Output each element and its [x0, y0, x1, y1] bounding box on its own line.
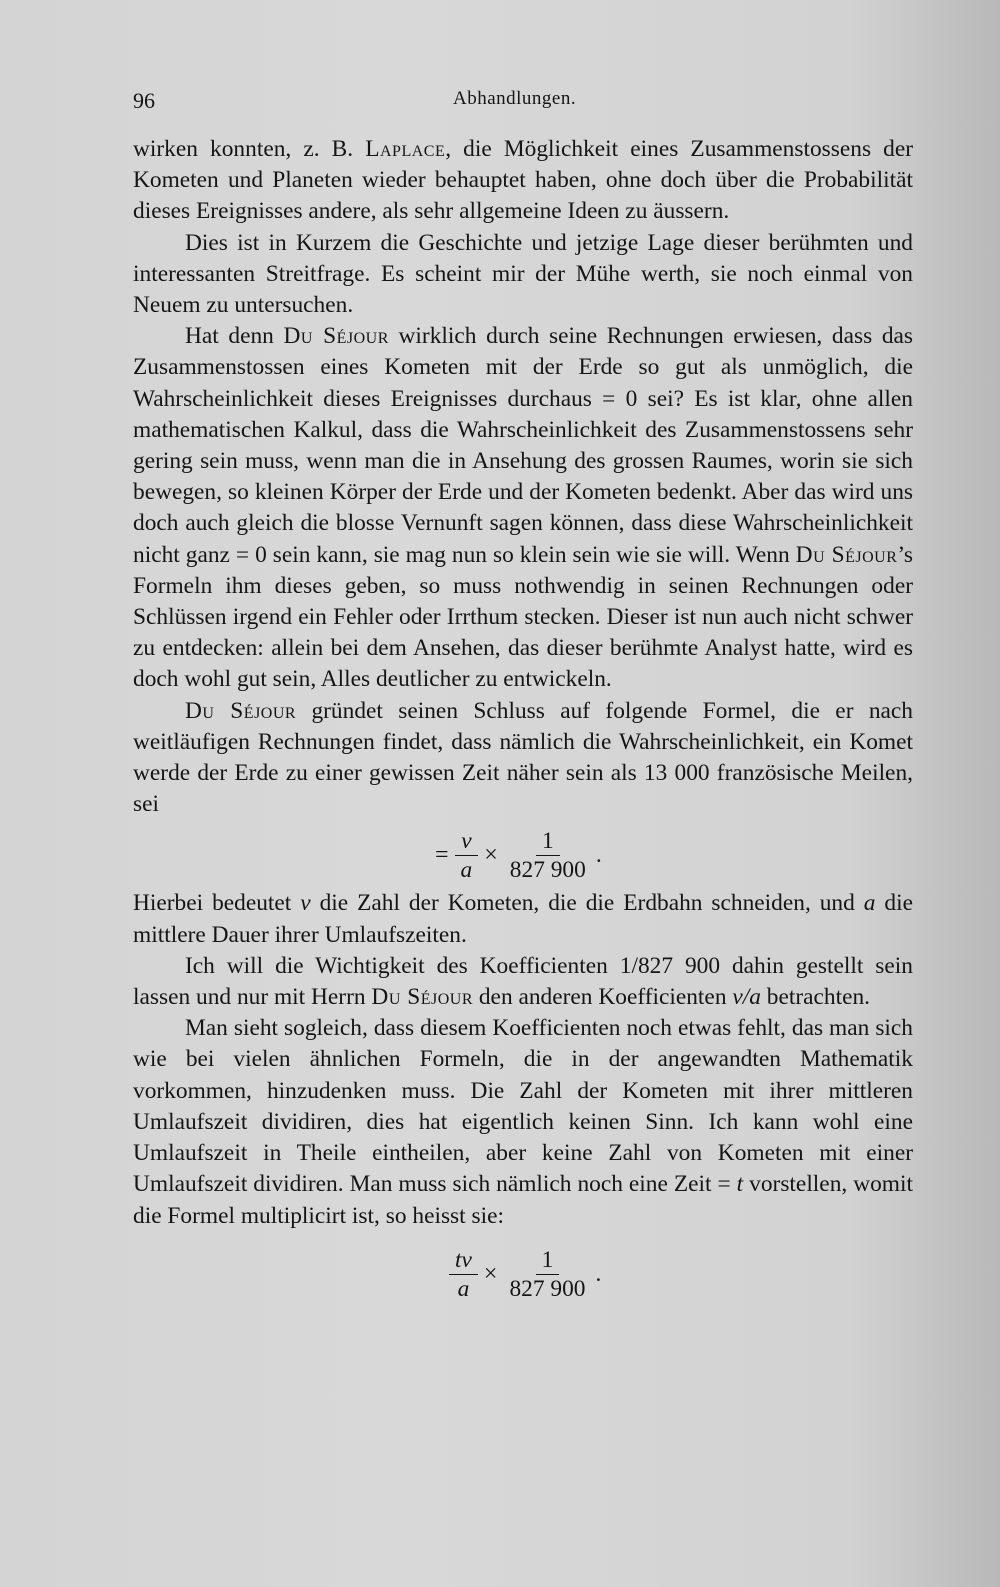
paragraph	[133, 696, 913, 821]
paragraph	[133, 134, 913, 228]
fraction-nu-over-a	[455, 827, 479, 884]
paragraph	[133, 321, 913, 695]
paragraph	[133, 888, 913, 950]
fraction-coefficient	[503, 1246, 591, 1303]
running-title: Abhandlungen.	[453, 88, 577, 109]
text-run: die Zahl der Kometen, die die Erdbahn schneiden, und	[310, 890, 864, 917]
math-symbol: ν	[300, 890, 311, 917]
fraction-denominator: 827 900	[509, 1276, 586, 1303]
text-run: vorstellen, womit die Formel multiplicirt ist, so heisst sie:	[133, 1171, 913, 1229]
author-name: Du Séjour	[795, 541, 898, 568]
text-run: Dies ist in Kurzem die Geschichte und jetzige Lage dieser berühmten und interessanten Streitfrage. Es scheint mir der Mühe werth, sie noch einmal von Neuem zu untersuchen.	[133, 229, 913, 319]
text-run: gründet seinen Schluss auf folgende Formel, die er nach weitläufigen Rechnungen findet, dass nämlich die Wahrscheinlichkeit, ein Komet werde der Erde zu einer gewissen Zeit näher sein als 13 000 französische Meilen, sei	[133, 697, 913, 818]
formula-period: .	[595, 1261, 602, 1288]
times-sign: ×	[483, 1261, 498, 1288]
text-run: wirklich durch seine Rechnungen erwiesen, dass das Zusammenstossen eines Kometen mit der Erde so gut als unmöglich, die Wahrscheinlichkeit dieses Ereignisses durchaus = 0 sei? Es ist klar, ohne allen mathematischen Kalkul, dass die Wahrscheinlichkeit des Zusammenstossens sehr gering sein muss, wenn man die in Ansehung des grossen Raumes, worin sie sich bewegen, so kleinen Körper der Erde und der Kometen bedenkt. Aber das wird uns doch auch gleich die blosse Vernunft sagen können, dass diese Wahrscheinlichkeit nicht ganz = 0 sein kann, sie mag nun so klein sein wie sie will. Wenn	[133, 323, 913, 568]
fraction-numerator: tν	[449, 1246, 478, 1275]
text-run: Man sieht sogleich, dass diesem Koefficienten noch etwas fehlt, das man sich wie bei vielen ähnlichen Formeln, die in der angewandten Mathematik vorkommen, hinzudenken muss. Die Zahl der Kometen mit ihrer mittleren Umlaufszeit dividiren, dies hat eigentlich keinen Sinn. Ich kann wohl eine Umlaufszeit in Theile eintheilen, aber keine Zahl von Kometen mit einer Umlaufszeit dividiren. Man muss sich nämlich noch eine Zeit =	[133, 1015, 913, 1198]
fraction-tnu-over-a	[449, 1246, 478, 1303]
page-number: 96	[133, 88, 155, 113]
author-name: Du Séjour	[283, 323, 389, 350]
fraction-denominator: 827 900	[509, 856, 586, 883]
paragraph-group-1	[133, 134, 913, 820]
text-run: den anderen Koefficienten	[473, 984, 733, 1011]
text-run: ’s Formeln ihm dieses geben, so muss nothwendig in seinen Rechnungen oder Schlüssen irgend ein Fehler oder Irrthum stecken. Dieser ist nun auch nicht schwer zu entdecken: allein bei dem Ansehen, das dieser berühmte Analyst hatte, wird es doch wohl gut sein, Alles deutlicher zu entwickeln.	[133, 541, 914, 693]
fraction-numerator: ν	[455, 827, 477, 856]
author-name: Du Séjour	[185, 697, 297, 724]
author-name: Du Séjour	[371, 984, 474, 1011]
paragraph	[133, 228, 913, 322]
body-text	[133, 134, 913, 1310]
text-run: Ich will die Wichtigkeit des Koefficienten 1/827 900 dahin gestellt sein lassen und nur mit Herrn	[133, 952, 913, 1011]
math-symbol: t	[736, 1171, 744, 1198]
paragraph-group-2	[133, 888, 913, 1231]
paragraph	[133, 1013, 913, 1231]
fraction-denominator: a	[457, 1276, 470, 1303]
text-run: die mittlere Dauer ihrer Umlaufszeiten.	[133, 890, 913, 948]
math-symbol: ν/a	[732, 984, 761, 1011]
formula-period: .	[595, 841, 602, 868]
page-header	[133, 88, 913, 118]
formula-probability	[133, 822, 913, 888]
text-run: betrachten.	[760, 984, 871, 1011]
fraction-numerator: 1	[536, 827, 560, 856]
fraction-coefficient	[504, 827, 592, 884]
text-run: wirken konnten, z. B.	[133, 136, 366, 162]
author-name: Laplace	[365, 136, 446, 162]
formula-with-time	[133, 1240, 913, 1310]
times-sign: ×	[484, 841, 498, 868]
fraction-denominator: a	[460, 856, 473, 883]
formula-equals: =	[435, 841, 449, 868]
fraction-numerator: 1	[536, 1246, 560, 1275]
math-symbol: a	[863, 890, 876, 917]
paragraph	[133, 951, 913, 1013]
text-run: Hierbei bedeutet	[133, 890, 301, 917]
text-run: , die Möglichkeit eines Zusammenstossens der Kometen und Planeten wieder behauptet haben, ohne doch über die Probabilität dieses Ereignisses andere, als sehr allgemeine Ideen zu äussern.	[133, 136, 913, 225]
text-run: Hat denn	[185, 323, 284, 350]
